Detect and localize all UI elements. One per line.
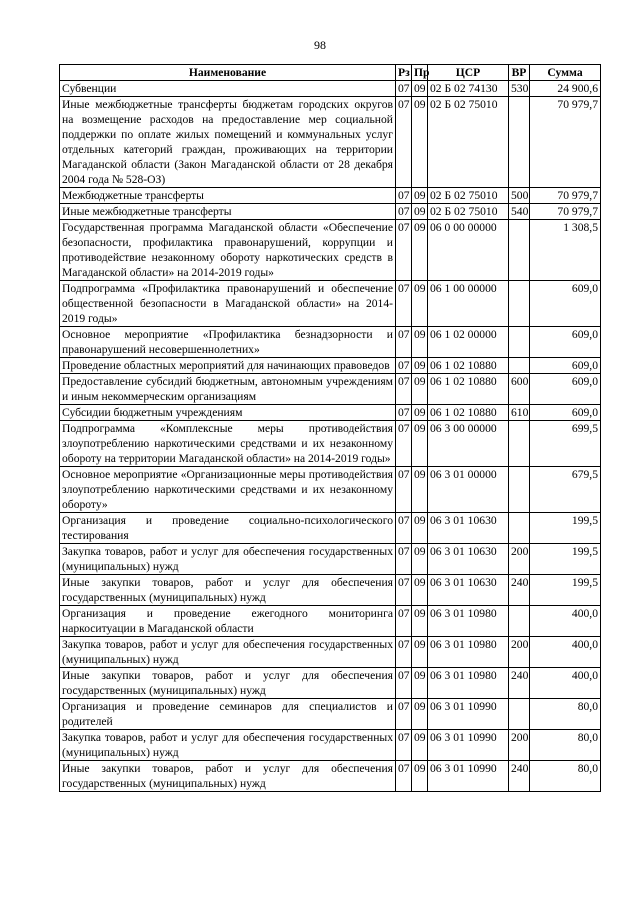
table-row [60,405,601,421]
cell-vr: 200 [509,637,530,668]
cell-csr: 06 3 01 10980 [428,637,509,668]
column-header-pr: Пр [412,65,428,81]
cell-csr: 06 3 01 10630 [428,513,509,544]
cell-csr: 06 3 01 10990 [428,730,509,761]
cell-vr: 200 [509,544,530,575]
cell-sum: 24 900,6 [530,81,601,97]
cell-rz: 07 [396,637,412,668]
cell-name: Межбюджетные трансферты [60,188,396,204]
cell-rz: 07 [396,81,412,97]
cell-csr: 06 3 01 10990 [428,761,509,792]
cell-sum: 70 979,7 [530,188,601,204]
cell-name: Субсидии бюджетным учреждениям [60,405,396,421]
cell-sum: 70 979,7 [530,204,601,220]
cell-sum: 70 979,7 [530,97,601,188]
cell-name: Закупка товаров, работ и услуг для обеспечения государственных (муниципальных) нужд [60,730,396,761]
cell-rz: 07 [396,699,412,730]
table-row [60,606,601,637]
cell-pr: 09 [412,699,428,730]
cell-sum: 80,0 [530,730,601,761]
cell-name: Подпрограмма «Комплексные меры противодействия злоупотреблению наркотическими средствами и их незаконному обороту на территории Магаданской области» на 2014-2019 годы» [60,421,396,467]
cell-rz: 07 [396,730,412,761]
cell-vr [509,97,530,188]
cell-pr: 09 [412,761,428,792]
table-row [60,575,601,606]
cell-pr: 09 [412,730,428,761]
cell-csr: 02 Б 02 75010 [428,97,509,188]
cell-pr: 09 [412,544,428,575]
cell-rz: 07 [396,544,412,575]
cell-rz: 07 [396,220,412,281]
cell-vr: 500 [509,188,530,204]
cell-vr: 240 [509,668,530,699]
cell-sum: 1 308,5 [530,220,601,281]
cell-csr: 06 3 01 10980 [428,606,509,637]
cell-pr: 09 [412,637,428,668]
cell-csr: 02 Б 02 75010 [428,204,509,220]
cell-sum: 80,0 [530,761,601,792]
cell-vr: 240 [509,575,530,606]
cell-sum: 609,0 [530,281,601,327]
budget-table [59,64,601,792]
cell-vr: 610 [509,405,530,421]
cell-sum: 609,0 [530,358,601,374]
cell-csr: 06 1 02 10880 [428,405,509,421]
cell-pr: 09 [412,668,428,699]
cell-sum: 609,0 [530,327,601,358]
cell-vr [509,327,530,358]
cell-pr: 09 [412,513,428,544]
cell-vr [509,513,530,544]
table-row [60,761,601,792]
cell-vr: 200 [509,730,530,761]
cell-pr: 09 [412,421,428,467]
table-row [60,544,601,575]
cell-sum: 199,5 [530,575,601,606]
cell-name: Основное мероприятие «Профилактика безнадзорности и правонарушений несовершеннолетних» [60,327,396,358]
table-row [60,358,601,374]
cell-vr [509,220,530,281]
cell-pr: 09 [412,374,428,405]
cell-csr: 06 3 01 10990 [428,699,509,730]
cell-pr: 09 [412,467,428,513]
table-header-row [60,65,601,81]
cell-csr: 06 1 02 00000 [428,327,509,358]
cell-vr [509,421,530,467]
cell-pr: 09 [412,358,428,374]
cell-name: Закупка товаров, работ и услуг для обеспечения государственных (муниципальных) нужд [60,637,396,668]
cell-name: Подпрограмма «Профилактика правонарушений и обеспечение общественной безопасности в Магаданской области» на 2014-2019 годы» [60,281,396,327]
cell-csr: 02 Б 02 74130 [428,81,509,97]
cell-csr: 06 1 02 10880 [428,374,509,405]
cell-csr: 06 3 00 00000 [428,421,509,467]
cell-csr: 06 3 01 00000 [428,467,509,513]
table-row [60,327,601,358]
cell-sum: 80,0 [530,699,601,730]
table-row [60,204,601,220]
cell-rz: 07 [396,421,412,467]
cell-rz: 07 [396,575,412,606]
table-row [60,730,601,761]
cell-name: Иные межбюджетные трансферты бюджетам городских округов на возмещение расходов на предоставление мер социальной поддержки по оплате жилых помещений и коммунальных услуг отдельных категорий граждан, проживающих на территории Магаданской области (Закон Магаданской области от 28 декабря 2004 года № 528-ОЗ) [60,97,396,188]
table-row [60,281,601,327]
column-header-rz: Рз [396,65,412,81]
cell-name: Государственная программа Магаданской области «Обеспечение безопасности, профилактика правонарушений, коррупции и противодействие незаконному обороту наркотических средств в Магаданской области» на 2014-2019 годы» [60,220,396,281]
cell-sum: 199,5 [530,513,601,544]
cell-name: Организация и проведение семинаров для специалистов и родителей [60,699,396,730]
cell-csr: 06 1 02 10880 [428,358,509,374]
cell-csr: 06 0 00 00000 [428,220,509,281]
cell-sum: 400,0 [530,668,601,699]
cell-name: Основное мероприятие «Организационные меры противодействия злоупотреблению наркотическими средствами и их незаконному обороту» [60,467,396,513]
cell-vr: 530 [509,81,530,97]
cell-csr: 06 3 01 10630 [428,575,509,606]
table-row [60,421,601,467]
column-header-vr: ВР [509,65,530,81]
table-row [60,81,601,97]
cell-name: Предоставление субсидий бюджетным, автономным учреждениям и иным некоммерческим организациям [60,374,396,405]
cell-name: Иные межбюджетные трансферты [60,204,396,220]
cell-sum: 679,5 [530,467,601,513]
cell-sum: 699,5 [530,421,601,467]
cell-vr [509,699,530,730]
table-row [60,188,601,204]
column-header-csr: ЦСР [428,65,509,81]
table-row [60,637,601,668]
cell-sum: 400,0 [530,606,601,637]
cell-rz: 07 [396,513,412,544]
cell-rz: 07 [396,374,412,405]
cell-rz: 07 [396,405,412,421]
cell-name: Иные закупки товаров, работ и услуг для обеспечения государственных (муниципальных) нужд [60,761,396,792]
cell-vr: 240 [509,761,530,792]
cell-rz: 07 [396,281,412,327]
cell-rz: 07 [396,606,412,637]
table-row [60,699,601,730]
cell-vr [509,281,530,327]
cell-name: Иные закупки товаров, работ и услуг для обеспечения государственных (муниципальных) нужд [60,668,396,699]
cell-pr: 09 [412,327,428,358]
cell-rz: 07 [396,327,412,358]
cell-pr: 09 [412,204,428,220]
cell-pr: 09 [412,575,428,606]
cell-rz: 07 [396,668,412,699]
cell-pr: 09 [412,281,428,327]
cell-rz: 07 [396,467,412,513]
cell-sum: 609,0 [530,374,601,405]
cell-sum: 199,5 [530,544,601,575]
cell-pr: 09 [412,97,428,188]
cell-rz: 07 [396,188,412,204]
cell-csr: 06 3 01 10980 [428,668,509,699]
cell-name: Проведение областных мероприятий для начинающих правоведов [60,358,396,374]
cell-rz: 07 [396,204,412,220]
cell-sum: 609,0 [530,405,601,421]
cell-name: Иные закупки товаров, работ и услуг для обеспечения государственных (муниципальных) нужд [60,575,396,606]
table-row [60,668,601,699]
column-header-name: Наименование [60,65,396,81]
table-row [60,374,601,405]
cell-vr [509,606,530,637]
page-number: 98 [314,38,326,52]
cell-rz: 07 [396,358,412,374]
column-header-sum: Сумма [530,65,601,81]
cell-vr: 540 [509,204,530,220]
cell-vr [509,358,530,374]
cell-vr [509,467,530,513]
table-row [60,97,601,188]
cell-rz: 07 [396,761,412,792]
cell-pr: 09 [412,81,428,97]
cell-rz: 07 [396,97,412,188]
cell-vr: 600 [509,374,530,405]
cell-name: Субвенции [60,81,396,97]
cell-pr: 09 [412,405,428,421]
cell-pr: 09 [412,220,428,281]
cell-sum: 400,0 [530,637,601,668]
table-row [60,220,601,281]
cell-name: Организация и проведение ежегодного мониторинга наркоситуации в Магаданской области [60,606,396,637]
cell-pr: 09 [412,606,428,637]
cell-pr: 09 [412,188,428,204]
table-row [60,467,601,513]
cell-csr: 06 3 01 10630 [428,544,509,575]
cell-name: Организация и проведение социально-психологического тестирования [60,513,396,544]
cell-csr: 06 1 00 00000 [428,281,509,327]
cell-csr: 02 Б 02 75010 [428,188,509,204]
table-row [60,513,601,544]
cell-name: Закупка товаров, работ и услуг для обеспечения государственных (муниципальных) нужд [60,544,396,575]
